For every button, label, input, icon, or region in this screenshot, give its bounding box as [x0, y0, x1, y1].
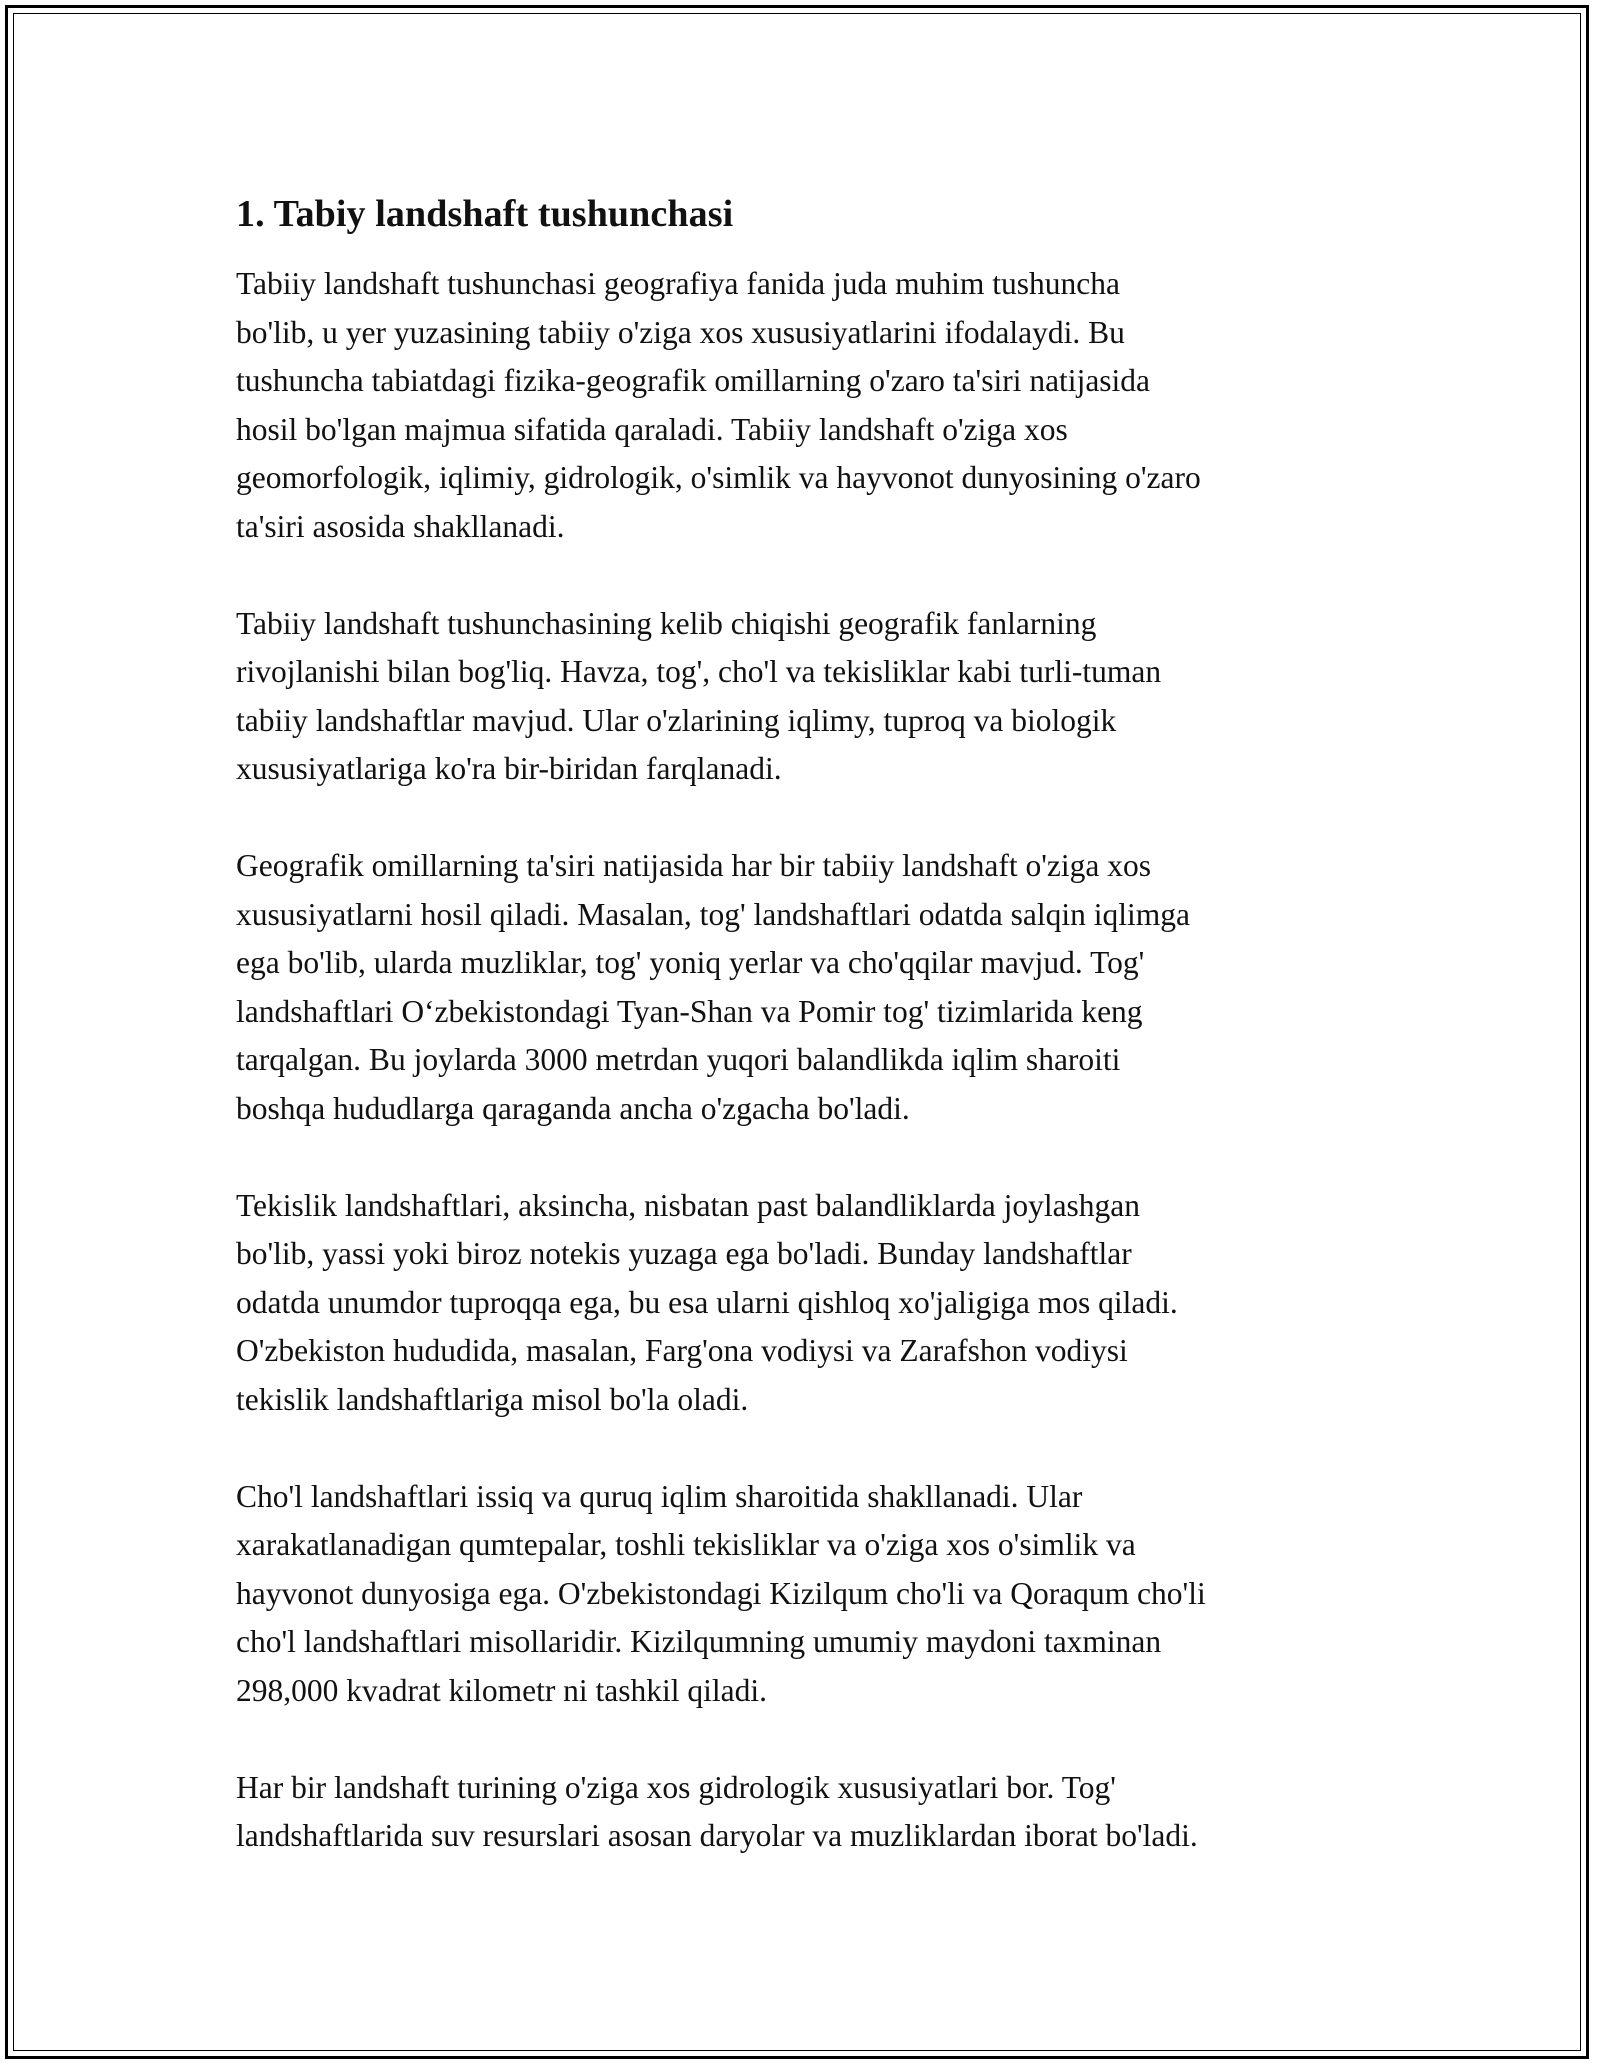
- paragraph-line: xususiyatlarni hosil qiladi. Masalan, tog' landshaftlari odatda salqin iqlimga: [236, 896, 1190, 932]
- paragraph-line: tabiiy landshaftlar mavjud. Ular o'zlarining iqlimy, tuproq va biologik: [236, 702, 1117, 738]
- paragraph-line: Geografik omillarning ta'siri natijasida har bir tabiiy landshaft o'ziga xos: [236, 848, 1151, 883]
- section-heading: 1. Tabiy landshaft tushunchasi: [236, 193, 734, 235]
- paragraph-line: Tekislik landshaftlari, aksincha, nisbatan past balandliklarda joylashgan: [236, 1187, 1141, 1223]
- paragraph-line: odatda unumdor tuproqqa ega, bu esa ularni qishloq xo'jaligiga mos qiladi.: [236, 1284, 1178, 1320]
- paragraph-line: ega bo'lib, ularda muzliklar, tog' yoniq yerlar va cho'qqilar mavjud. Tog': [236, 945, 1145, 980]
- paragraph-line: Tabiiy landshaft tushunchasi geografiya fanida juda muhim tushuncha: [236, 266, 1120, 301]
- paragraph-line: boshqa hududlarga qaraganda ancha o'zgacha bo'ladi.: [236, 1090, 910, 1126]
- paragraph-6: [236, 1764, 1376, 1861]
- paragraph-line: hayvonot dunyosiga ega. O'zbekistondagi Kizilqum cho'li va Qoraqum cho'li: [236, 1575, 1206, 1611]
- paragraph-5: [236, 1473, 1376, 1716]
- paragraph-line: xususiyatlariga ko'ra bir-biridan farqlanadi.: [236, 751, 782, 786]
- paragraph-line: tekislik landshaftlariga misol bo'la oladi.: [236, 1381, 749, 1417]
- paragraph-2: [236, 600, 1376, 794]
- paragraph-line: O'zbekiston hududida, masalan, Farg'ona vodiysi va Zarafshon vodiysi: [236, 1333, 1128, 1368]
- paragraph-line: xarakatlanadigan qumtepalar, toshli tekisliklar va o'ziga xos o'simlik va: [236, 1527, 1136, 1562]
- paragraph-line: Har bir landshaft turining o'ziga xos gidrologik xususiyatlari bor. Tog': [236, 1769, 1116, 1805]
- paragraph-line: Cho'l landshaftlari issiq va quruq iqlim sharoitida shakllanadi. Ular: [236, 1478, 1083, 1514]
- paragraph-line: geomorfologik, iqlimiy, gidrologik, o'simlik va hayvonot dunyosining o'zaro: [236, 460, 1201, 495]
- paragraph-line: 298,000 kvadrat kilometr ni tashkil qiladi.: [236, 1672, 768, 1708]
- paragraph-line: bo'lib, yassi yoki biroz notekis yuzaga ega bo'ladi. Bunday landshaftlar: [236, 1236, 1132, 1271]
- paragraph-line: Tabiiy landshaft tushunchasining kelib chiqishi geografik fanlarning: [236, 605, 1097, 641]
- paragraph-line: bo'lib, u yer yuzasining tabiiy o'ziga xos xususiyatlarini ifodalaydi. Bu: [236, 314, 1125, 350]
- paragraph-line: hosil bo'lgan majmua sifatida qaraladi. Tabiiy landshaft o'ziga xos: [236, 411, 1068, 447]
- paragraph-line: rivojlanishi bilan bog'liq. Havza, tog', cho'l va tekisliklar kabi turli-tuman: [236, 654, 1162, 689]
- paragraph-4: [236, 1182, 1376, 1425]
- paragraph-1: [236, 260, 1376, 551]
- paragraph-line: cho'l landshaftlari misollaridir. Kizilqumning umumiy maydoni taxminan: [236, 1624, 1162, 1659]
- paragraph-line: tarqalgan. Bu joylarda 3000 metrdan yuqori balandlikda iqlim sharoiti: [236, 1042, 1121, 1077]
- paragraph-line: tushuncha tabiatdagi fizika-geografik omillarning o'zaro ta'siri natijasida: [236, 363, 1151, 398]
- paragraph-line: landshaftlarida suv resurslari asosan daryolar va muzliklardan iborat bo'ladi.: [236, 1818, 1198, 1853]
- paragraph-3: [236, 842, 1376, 1133]
- document-body: [236, 186, 1376, 1909]
- paragraph-line: landshaftlari O‘zbekistondagi Tyan-Shan va Pomir tog' tizimlarida keng: [236, 993, 1143, 1029]
- paragraph-line: ta'siri asosida shakllanadi.: [236, 508, 565, 544]
